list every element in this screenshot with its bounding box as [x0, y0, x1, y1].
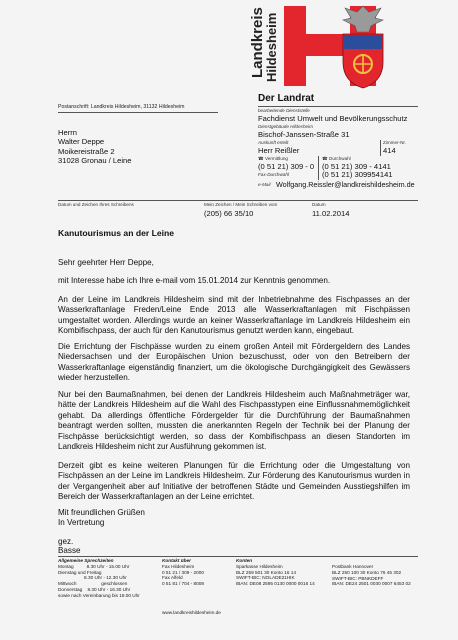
recipient-line-3: Moikereistraße 2: [58, 146, 115, 156]
salutation: Sehr geehrter Herr Deppe,: [58, 258, 154, 267]
logo-line-2: Hildesheim: [264, 12, 279, 82]
logo-line-1: Landkreis: [249, 7, 266, 78]
recipient-line-1: Herrn: [58, 128, 77, 137]
paragraph-4: Nur bei den Baumaßnahmen, bei denen der Landkreis Hildesheim auch Maßnahmeträger war, hätte der Landkreis Hildesheim auf die Wahl des Fischpasstypen eine Einflussnahmemöglichkeit gehabt. Da allerdings öffentliche Fördergelder für die Durchführung der Baumaßnahmen beantragt werden sollten, mussten die anerkannten Regeln der Technik bei der Planung der Fischpässe berücksichtigt werden, so dass der Kombifischpass an diesen Standorten im Landkreis Hildesheim nicht zur Ausführung gekommen ist.: [58, 390, 410, 452]
signature-gez: gez.: [58, 537, 74, 546]
footer-divider: [58, 556, 418, 557]
contact-line: 0 51 21 / 309 - 2000: [162, 569, 204, 575]
direct-label: ☎ Durchwahl: [322, 156, 351, 161]
contact-line: Fax Hildesheim: [162, 563, 195, 569]
building-label: Dienstgebäude Hildesheim: [258, 124, 313, 129]
reference-divider: [58, 200, 418, 201]
coat-of-arms-icon: [335, 2, 391, 90]
closing-greeting: Mit freundlichen Grüßen: [58, 508, 145, 517]
hours-title: Allgemeine Sprechzeiten: [58, 558, 114, 563]
bank-line: IBAN: DE08 2595 0130 0000 0016 14: [236, 581, 315, 587]
hours-line: sowie nach Vereinbarung bis 18.00 Uhr: [58, 592, 140, 598]
your-ref-label: Datum und Zeichen Ihres Schreibens: [58, 202, 134, 207]
letter-date: 11.02.2014: [312, 209, 350, 218]
room-label: Zimmer-Nr.: [383, 140, 406, 145]
dept-name: Fachdienst Umwelt und Bevölkerungsschutz: [258, 114, 408, 123]
bank-line: IBAN: DE24 2501 0030 0007 6453 02: [332, 581, 411, 587]
room-number: 414: [383, 146, 396, 155]
footer-hours: [58, 558, 140, 599]
recipient-line-2: Walter Deppe: [58, 137, 105, 147]
street: Bischof-Janssen-Straße 31: [258, 130, 350, 139]
contact-label: Auskunft erteilt: [258, 140, 289, 145]
dept-label: bearbeitende Dienststelle: [258, 108, 310, 113]
my-ref-label: Mein Zeichen / Mein Schreiben vom: [204, 202, 278, 207]
authority-title: Der Landrat: [258, 93, 315, 104]
fax-number: (0 51 21) 309954141: [322, 170, 393, 179]
email-label: e-Mail: [258, 182, 271, 187]
paragraph-3: Die Errichtung der Fischpässe wurden zu einem großen Anteil mit Fördergeldern des Landes Niedersachsen und der Europäischen Union bezuschusst, oder von den Betreibern der Wasserkraftanlage eigenständig finanziert, um die ökologische Durchgängigkeit des Gewässers wieder herzustellen.: [58, 342, 410, 383]
paragraph-1: mit Interesse habe ich Ihre e-mail vom 15.01.2014 zur Kenntnis genommen.: [58, 276, 331, 285]
bank-line: SWIFT-BIC: PBNKDEFF: [332, 575, 384, 581]
recipient-address: [58, 128, 131, 166]
bank-line: Postbank Hannover: [332, 564, 374, 569]
room-divider: [380, 140, 381, 156]
hours-line: 8.30 Uhr - 12.30 Uhr: [58, 575, 127, 581]
footer-bank-1: [236, 558, 315, 587]
paragraph-5: Derzeit gibt es keine weiteren Planungen für die Errichtung oder die Umgestaltung von Fischpässen an der Leine im Landkreis Hildesheim. Zur Förderung des Kanutourismus wurden in der Vergangenheit aber auf Initiative der betroffenen Städte und Gemeinden Ausstiegshilfen im Bereich der Wasserkraftanlagen an der Leine errichtet.: [58, 461, 410, 502]
my-reference: (205) 66 35/10: [204, 209, 254, 218]
hours-line: Dienstag und Freitag: [58, 569, 102, 575]
phone-divider: [318, 156, 319, 180]
return-address-line: Postanschrift: Landkreis Hildesheim, 31132 Hildesheim: [58, 104, 185, 110]
footer-website[interactable]: www.landkreishildesheim.de: [162, 610, 221, 615]
bank-title: Konten: [236, 558, 253, 563]
date-label: Datum: [312, 202, 326, 207]
hours-line: Mittwoch geschlossen: [58, 581, 128, 587]
return-address-divider: [58, 112, 218, 113]
phone-label: ☎ Vermittlung: [258, 156, 288, 161]
contact-line: 0 51 81 / 704 - 8008: [162, 581, 204, 587]
footer-bank-2: [332, 564, 411, 587]
contact-line: Fax Alfeld: [162, 575, 183, 581]
fax-label: Fax-Durchwahl: [258, 172, 289, 177]
hours-line: Montag 8.30 Uhr - 15.00 Uhr: [58, 563, 130, 569]
closing-deputy: In Vertretung: [58, 518, 105, 527]
bank-line: SWIFT-BIC: NOLADE21HIK: [236, 575, 295, 581]
bank-line: BLZ 250 100 30 Konto 76 45 302: [332, 569, 402, 575]
authority-divider: [258, 106, 418, 107]
recipient-line-4: 31028 Gronau / Leine: [58, 156, 132, 166]
email-address[interactable]: Wolfgang.Reissler@landkreishildesheim.de: [276, 180, 415, 189]
contact-title: Kontakt über: [162, 558, 191, 563]
bank-line: Sparkasse Hildesheim: [236, 563, 283, 569]
contact-person: Herr Reißler: [258, 146, 300, 155]
footer-contact: [162, 558, 204, 587]
phone-number: (0 51 21) 309 - 0: [258, 162, 315, 171]
hours-line: Donnerstag 8.30 Uhr - 16.30 Uhr: [58, 586, 131, 592]
bank-line: BLZ 259 501 30 Konto 16 14: [236, 569, 296, 575]
paragraph-2: An der Leine im Landkreis Hildesheim sind mit der Inbetriebnahme des Fischpasses an der Wasserkraftanlage Freden/Leine Ende 2013 alle Wasserkraftanlagen mit Fischpässen umgestaltet worden. Allerdings wurde an keiner Wasserkraftanlage im Landkreis Hildesheim ein Kombifischpass, der auch für den Kanutourismus genutzt werden kann, eingebaut.: [58, 295, 410, 336]
direct-number: (0 51 21) 309 - 4141: [322, 162, 391, 171]
signature-name: Basse: [58, 546, 81, 555]
subject: Kanutourismus an der Leine: [58, 228, 175, 238]
